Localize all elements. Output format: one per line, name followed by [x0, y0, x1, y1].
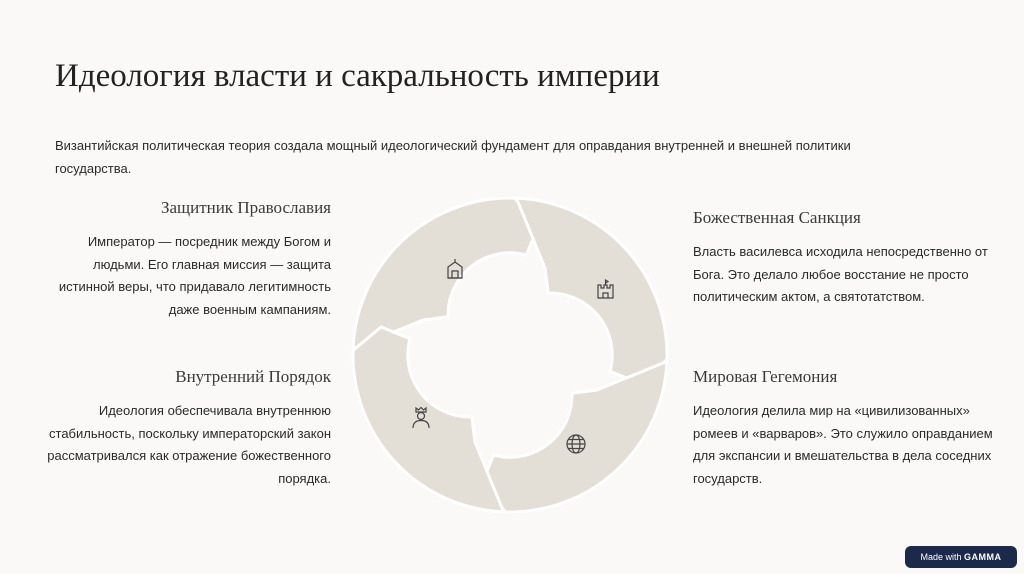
block-text: Идеология делила мир на «цивилизованных» ромеев и «варваров». Это служило оправданием для экспансии и вмешательства в дела соседних государств.	[693, 403, 993, 486]
segment-bottom-right	[482, 361, 667, 512]
block-text: Идеология обеспечивала внутреннюю стабильность, поскольку императорский закон рассматривался как отражение божественного порядка.	[47, 403, 331, 486]
segment-top-right	[516, 198, 667, 383]
page-title: Идеология власти и сакральность империи	[55, 58, 660, 94]
block-world-hegemony	[693, 367, 993, 490]
block-heading: Защитник Православия	[160, 198, 331, 217]
intro-text: Византийская политическая теория создала мощный идеологический фундамент для оправдания внутренней и внешней политики государства.	[55, 138, 851, 176]
block-defender-of-orthodoxy	[41, 198, 331, 321]
block-heading: Мировая Гегемония	[693, 367, 838, 386]
block-heading: Внутренний Порядок	[175, 367, 331, 386]
segment-bottom-left	[353, 327, 504, 512]
badge-prefix: Made with	[920, 552, 962, 562]
cycle-segments	[353, 198, 667, 512]
badge-brand: GAMMA	[964, 552, 1002, 562]
block-divine-sanction	[693, 208, 993, 309]
block-text: Власть василевса исходила непосредственно от Бога. Это делало любое восстание не просто политическим актом, а святотатством.	[693, 244, 988, 304]
made-with-gamma-badge[interactable]	[905, 546, 1017, 568]
cycle-diagram	[340, 185, 680, 525]
block-internal-order	[41, 367, 331, 490]
block-text: Император — посредник между Богом и людьми. Его главная миссия — защита истинной веры, что придавало легитимность даже военным кампаниям.	[58, 234, 331, 317]
block-heading: Божественная Санкция	[693, 208, 861, 227]
